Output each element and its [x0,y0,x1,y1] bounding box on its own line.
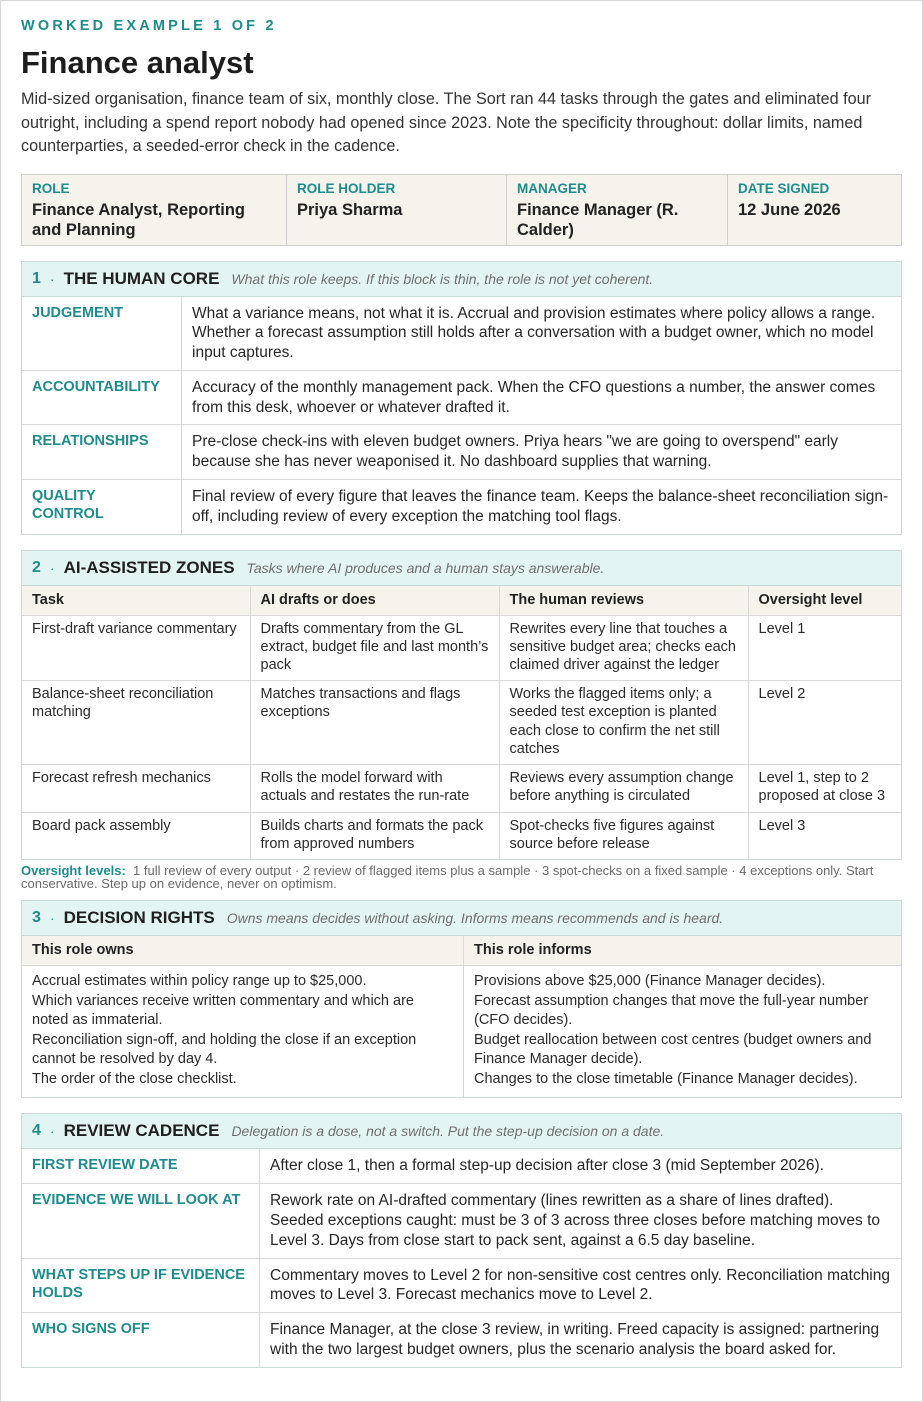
item-key: RELATIONSHIPS [22,424,182,479]
separator-dot: · [49,1123,55,1140]
list-item: Accrual estimates within policy range up to $25,000. [32,972,367,989]
section-number: 1 [32,269,41,287]
item-key: WHAT STEPS UP IF EVIDENCE HOLDS [22,1258,260,1313]
table-cell: Works the flagged items only; a seeded test exception is planted each close to confirm the net still catches [499,681,748,765]
separator-dot: · [49,559,55,576]
section-note: What this role keeps. If this block is thin, the role is not yet coherent. [231,270,654,287]
owns-header: This role owns [22,936,463,966]
item-value: Final review of every figure that leaves the finance team. Keeps the balance-sheet reconciliation sign-off, including review of every exception the matching tool flags. [182,479,901,534]
section-note: Delegation is a dose, not a switch. Put the step-up decision on a date. [231,1123,665,1140]
section-header [22,901,901,936]
section-note: Owns means decides without asking. Informs means recommends and is heard. [226,909,724,926]
section-number: 4 [32,1122,41,1140]
table-cell: Level 1, step to 2 proposed at close 3 [748,765,901,812]
section-title: THE HUMAN CORE [63,268,220,288]
column-header: The human reviews [499,586,748,616]
table-cell: Level 3 [748,812,901,859]
section-header [22,551,901,586]
owns-column [22,936,464,1098]
column-header: Oversight level [748,586,901,616]
section-header [22,262,901,297]
list-item: Changes to the close timetable (Finance Manager decides). [474,1070,858,1087]
owns-list [22,966,463,1098]
item-value: Rework rate on AI-drafted commentary (lines rewritten as a share of lines drafted). Seeded exceptions caught: must be 3 of 3 across three closes before matching moves to Level 3. Days from close start to pack sent, against a 6.5 day baseline. [260,1183,901,1257]
table-row [22,765,901,812]
page-title: Finance analyst [21,45,254,80]
list-item: The order of the close checklist. [32,1070,237,1087]
item-value: Accuracy of the monthly management pack. When the CFO questions a number, the answer comes from this desk, whoever or whatever drafted it. [182,370,901,425]
human-core-section [21,261,902,535]
section-title: DECISION RIGHTS [63,907,215,927]
role-holder-cell [287,175,507,245]
list-item: Reconciliation sign-off, and holding the close if an exception cannot be resolved by day 4. [32,1031,417,1068]
table-cell: Forecast refresh mechanics [22,765,250,812]
item-value: Commentary moves to Level 2 for non-sensitive cost centres only. Reconciliation matching moves to Level 3. Forecast mechanics move to Level 2. [260,1258,901,1313]
section-header [22,1114,901,1149]
list-item: Which variances receive written commentary and which are noted as immaterial. [32,992,414,1029]
item-key: ACCOUNTABILITY [22,370,182,425]
list-item: Forecast assumption changes that move the full-year number (CFO decides). [474,992,869,1029]
item-key: WHO SIGNS OFF [22,1312,260,1367]
table-cell: Board pack assembly [22,812,250,859]
section-title: AI-ASSISTED ZONES [63,557,235,577]
section-number: 3 [32,908,41,926]
manager-label: MANAGER [517,180,587,196]
review-cadence-section [21,1113,902,1367]
table-cell: Rolls the model forward with actuals and restates the run-rate [250,765,499,812]
item-key: QUALITY CONTROL [22,479,182,534]
ai-zones-section [21,550,902,860]
item-value: What a variance means, not what it is. Accrual and provision estimates where policy allows a range. Whether a forecast assumption still holds after a conversation with a budget owner, which no model input captures. [192,304,876,362]
table-row [22,615,901,681]
table-cell: First-draft variance commentary [22,615,250,681]
table-row [22,681,901,765]
table-cell: Spot-checks five figures against source before release [499,812,748,859]
role-cell [22,175,287,245]
list-item: Provisions above $25,000 (Finance Manager decides). [474,972,826,989]
list-item: Budget reallocation between cost centres (budget owners and Finance Manager decide). [474,1031,872,1068]
table-cell: Level 2 [748,681,901,765]
date-signed-label: DATE SIGNED [738,180,830,196]
table-row [22,812,901,859]
legend-label: Oversight levels: [21,862,126,878]
table-cell: Level 1 [758,620,806,637]
item-value: Finance Manager, at the close 3 review, in writing. Freed capacity is assigned: partnering with the two largest budget owners, plus the scenario analysis the board asked for. [260,1312,901,1367]
intro-paragraph: Mid-sized organisation, finance team of six, monthly close. The Sort ran 44 tasks through the gates and eliminated four outright, including a spend report nobody had opened since 2023. Note the specificity throughout: dollar limits, named counterparties, a seeded-error check in the cadence. [21,90,872,155]
separator-dot: · [49,909,55,926]
date-signed-cell [728,175,901,245]
role-holder-value: Priya Sharma [297,200,403,219]
manager-cell [507,175,728,245]
separator-dot: · [49,270,55,287]
informs-column [464,936,901,1098]
section-note: Tasks where AI produces and a human stays answerable. [246,559,605,576]
role-value: Finance Analyst, Reporting and Planning [32,200,246,239]
table-cell: Drafts commentary from the GL extract, budget file and last month’s pack [250,615,499,681]
manager-value: Finance Manager (R. Calder) [517,200,679,239]
role-holder-label: ROLE HOLDER [297,180,396,196]
section-number: 2 [32,558,41,576]
legend-text: 1 full review of every output · 2 review of flagged items plus a sample · 3 spot-checks on a fixed sample · 4 exceptions only. Start conservative. Step up on evidence, never on optimism. [21,862,874,891]
review-cadence-list [22,1149,901,1366]
date-signed-value: 12 June 2026 [738,200,841,219]
human-core-list [22,297,901,534]
eyebrow-label: WORKED EXAMPLE 1 OF 2 [21,18,277,34]
table-cell: Balance-sheet reconciliation matching [22,681,250,765]
item-key: JUDGEMENT [22,297,182,370]
item-key: EVIDENCE WE WILL LOOK AT [22,1183,260,1257]
table-cell: Reviews every assumption change before anything is circulated [499,765,748,812]
role-info-box [21,174,902,246]
table-cell: Matches transactions and flags exceptions [250,681,499,765]
column-header: Task [22,586,250,616]
item-value: After close 1, then a formal step-up decision after close 3 (mid September 2026). [270,1157,824,1175]
informs-header: This role informs [464,936,901,966]
ai-zones-table [22,586,901,859]
decision-rights-section [21,900,902,1099]
section-title: REVIEW CADENCE [63,1121,220,1141]
table-header-row [22,586,901,616]
table-cell: Rewrites every line that touches a sensitive budget area; checks each claimed driver against the ledger [499,615,748,681]
item-key: FIRST REVIEW DATE [22,1149,260,1183]
informs-list [464,966,901,1098]
role-label: ROLE [32,180,70,196]
oversight-legend [21,864,902,890]
column-header: AI drafts or does [250,586,499,616]
item-value: Pre-close check-ins with eleven budget owners. Priya hears "we are going to overspend" early because she has never weaponised it. No dashboard supplies that warning. [182,424,901,479]
table-cell: Builds charts and formats the pack from approved numbers [250,812,499,859]
decision-rights-columns [22,936,901,1098]
